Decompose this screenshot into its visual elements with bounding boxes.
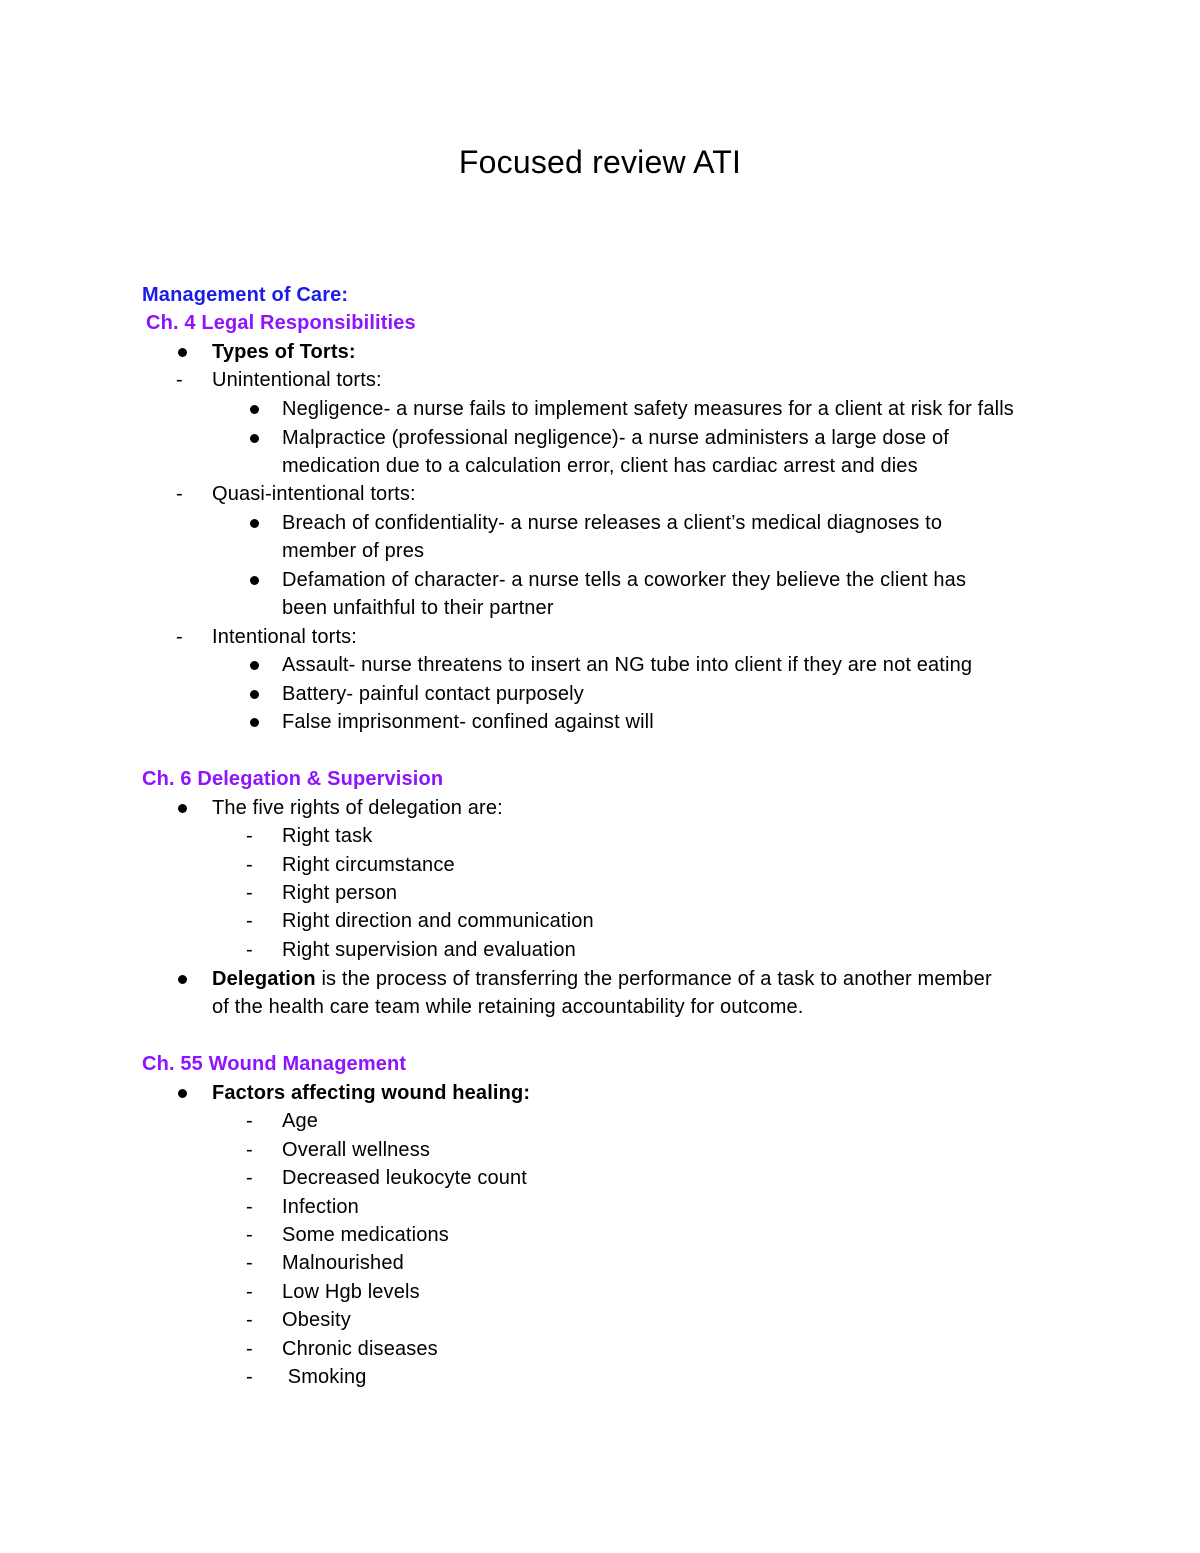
intentional-torts-label: Intentional torts: [212, 626, 358, 648]
bullet-icon [178, 975, 187, 984]
list-item: Chronic diseases [282, 1338, 438, 1360]
list-item: Decreased leukocyte count [282, 1167, 527, 1189]
list-item-continuation: been unfaithful to their partner [282, 597, 554, 619]
list-item: Defamation of character- a nurse tells a coworker they believe the client has [282, 569, 967, 591]
list-item-continuation: member of pres [282, 540, 425, 562]
dash-marker: - [246, 1196, 253, 1218]
delegation-definition-continuation: of the health care team while retaining accountability for outcome. [212, 996, 804, 1018]
dash-marker: - [246, 1252, 253, 1274]
dash-marker: - [246, 854, 253, 876]
five-rights-label: The five rights of delegation are: [212, 797, 503, 819]
delegation-definition [212, 965, 992, 993]
dash-marker: - [246, 1110, 253, 1132]
list-item: Breach of confidentiality- a nurse releases a client’s medical diagnoses to [282, 512, 943, 534]
bullet-icon [250, 576, 259, 585]
bullet-icon [250, 718, 259, 727]
list-item: Low Hgb levels [282, 1281, 420, 1303]
list-item: Smoking [282, 1366, 367, 1388]
list-item: Right person [282, 882, 398, 904]
dash-marker: - [246, 1139, 253, 1161]
dash-marker: - [246, 882, 253, 904]
list-item: False imprisonment- confined against will [282, 711, 654, 733]
list-item-continuation: medication due to a calculation error, client has cardiac arrest and dies [282, 455, 918, 477]
dash-marker: - [246, 1338, 253, 1360]
bullet-icon [178, 348, 187, 357]
quasi-intentional-torts-label: Quasi-intentional torts: [212, 483, 416, 505]
factors-label: Factors affecting wound healing: [212, 1082, 531, 1104]
delegation-definition-text: is the process of transferring the performance of a task to another member [315, 968, 992, 990]
bullet-icon [250, 405, 259, 414]
list-item: Right supervision and evaluation [282, 939, 576, 961]
dash-marker: - [246, 1309, 253, 1331]
dash-marker: - [246, 939, 253, 961]
list-item: Age [282, 1110, 319, 1132]
list-item: Right direction and communication [282, 910, 594, 932]
dash-marker: - [246, 1366, 253, 1388]
dash-marker: - [176, 483, 183, 505]
list-item: Obesity [282, 1309, 351, 1331]
types-of-torts-label: Types of Torts: [212, 341, 356, 363]
dash-marker: - [176, 369, 183, 391]
dash-marker: - [246, 825, 253, 847]
dash-marker: - [176, 626, 183, 648]
dash-marker: - [246, 1281, 253, 1303]
list-item: Assault- nurse threatens to insert an NG tube into client if they are not eating [282, 654, 973, 676]
dash-marker: - [246, 910, 253, 932]
bullet-icon [250, 690, 259, 699]
list-item: Battery- painful contact purposely [282, 683, 584, 705]
dash-marker: - [246, 1224, 253, 1246]
chapter-heading-ch6: Ch. 6 Delegation & Supervision [142, 768, 444, 790]
chapter-heading-ch55: Ch. 55 Wound Management [142, 1053, 407, 1075]
document-title: Focused review ATI [458, 144, 742, 180]
unintentional-torts-label: Unintentional torts: [212, 369, 382, 391]
bullet-icon [178, 804, 187, 813]
list-item: Malpractice (professional negligence)- a nurse administers a large dose of [282, 427, 949, 449]
chapter-heading-ch4: Ch. 4 Legal Responsibilities [146, 312, 416, 334]
bullet-icon [178, 1089, 187, 1098]
list-item: Overall wellness [282, 1139, 431, 1161]
list-item: Right circumstance [282, 854, 455, 876]
dash-marker: - [246, 1167, 253, 1189]
list-item: Right task [282, 825, 373, 847]
list-item: Malnourished [282, 1252, 404, 1274]
bullet-icon [250, 434, 259, 443]
list-item: Infection [282, 1196, 359, 1218]
list-item: Negligence- a nurse fails to implement safety measures for a client at risk for falls [282, 398, 1014, 420]
bullet-icon [250, 661, 259, 670]
bullet-icon [250, 519, 259, 528]
list-item: Some medications [282, 1224, 449, 1246]
delegation-term: Delegation [212, 968, 316, 990]
section-heading-management: Management of Care: [142, 284, 349, 306]
